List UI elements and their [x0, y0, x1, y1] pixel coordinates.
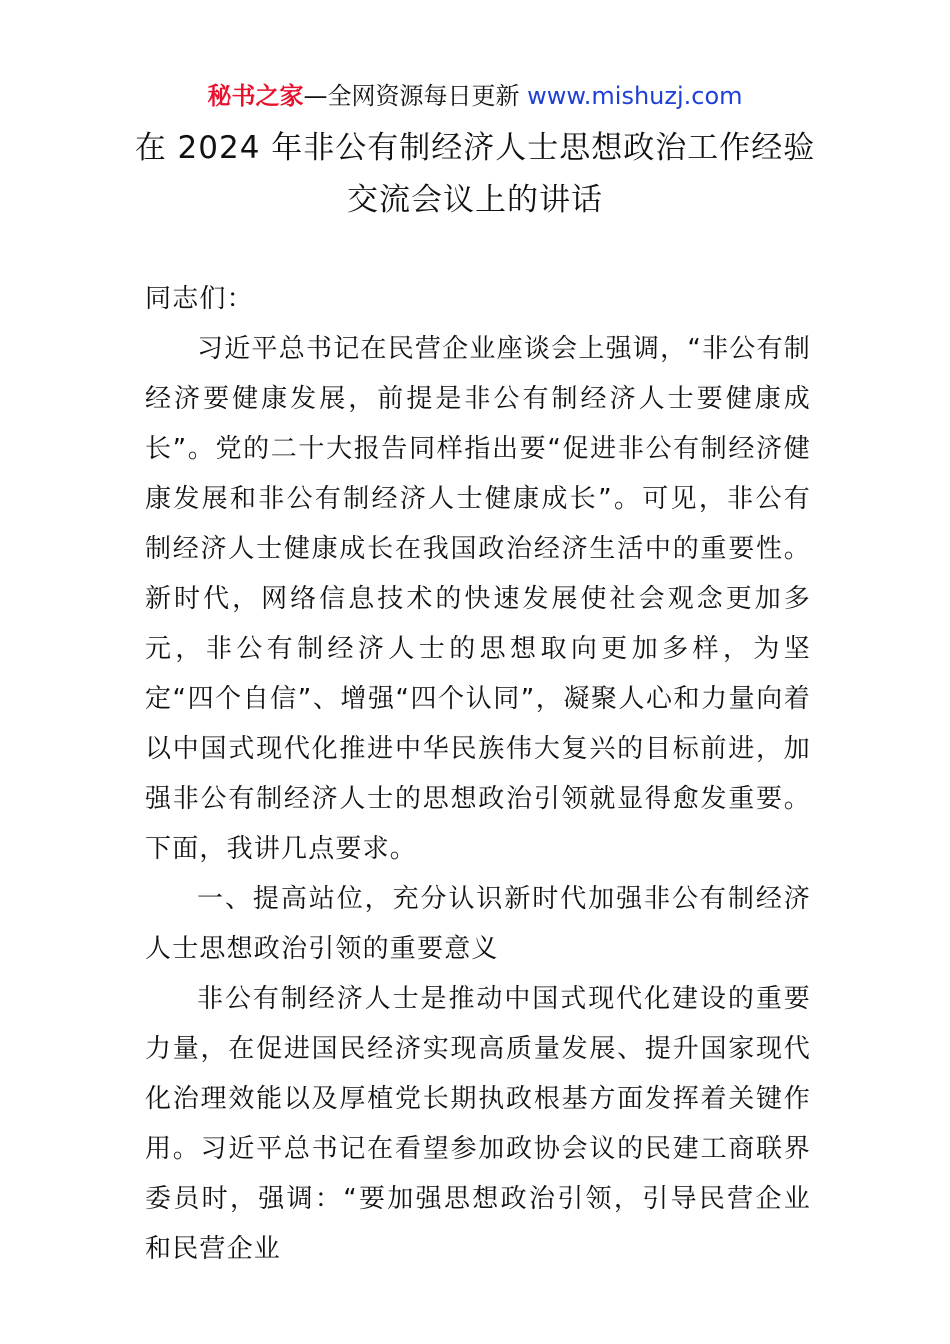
header-tagline: —全网资源每日更新 [303, 82, 528, 110]
body-paragraph: 习近平总书记在民营企业座谈会上强调，“非公有制经济要健康发展，前提是非公有制经济人士要健康成长”。党的二十大报告同样指出要“促进非公有制经济健康发展和非公有制经济人士健康成长”。可见，非公有制经济人士健康成长在我国政治经济生活中的重要性。新时代，网络信息技术的快速发展使社会观念更加多元，非公有制经济人士的思想取向更加多样，为坚定“四个自信”、增强“四个认同”，凝聚人心和力量向着以中国式现代化推进中华民族伟大复兴的目标前进，加强非公有制经济人士的思想政治引领就显得愈发重要。下面，我讲几点要求。 [145, 334, 811, 864]
header-banner [0, 80, 950, 112]
site-url-link[interactable]: www.mishuzj.com [527, 82, 743, 110]
section-heading: 一、提高站位，充分认识新时代加强非公有制经济人士思想政治引领的重要意义 [145, 884, 811, 964]
salutation: 同志们： [145, 284, 254, 314]
document-title: 在 2024 年非公有制经济人士思想政治工作经验交流会议上的讲话 [134, 130, 816, 218]
brand-name: 秘书之家 [207, 82, 304, 110]
document-body [145, 274, 811, 1274]
body-paragraph: 非公有制经济人士是推动中国式现代化建设的重要力量，在促进国民经济实现高质量发展、提升国家现代化治理效能以及厚植党长期执政根基方面发挥着关键作用。习近平总书记在看望参加政协会议的民建工商联界委员时，强调：“要加强思想政治引领，引导民营企业和民营企业 [145, 984, 811, 1264]
